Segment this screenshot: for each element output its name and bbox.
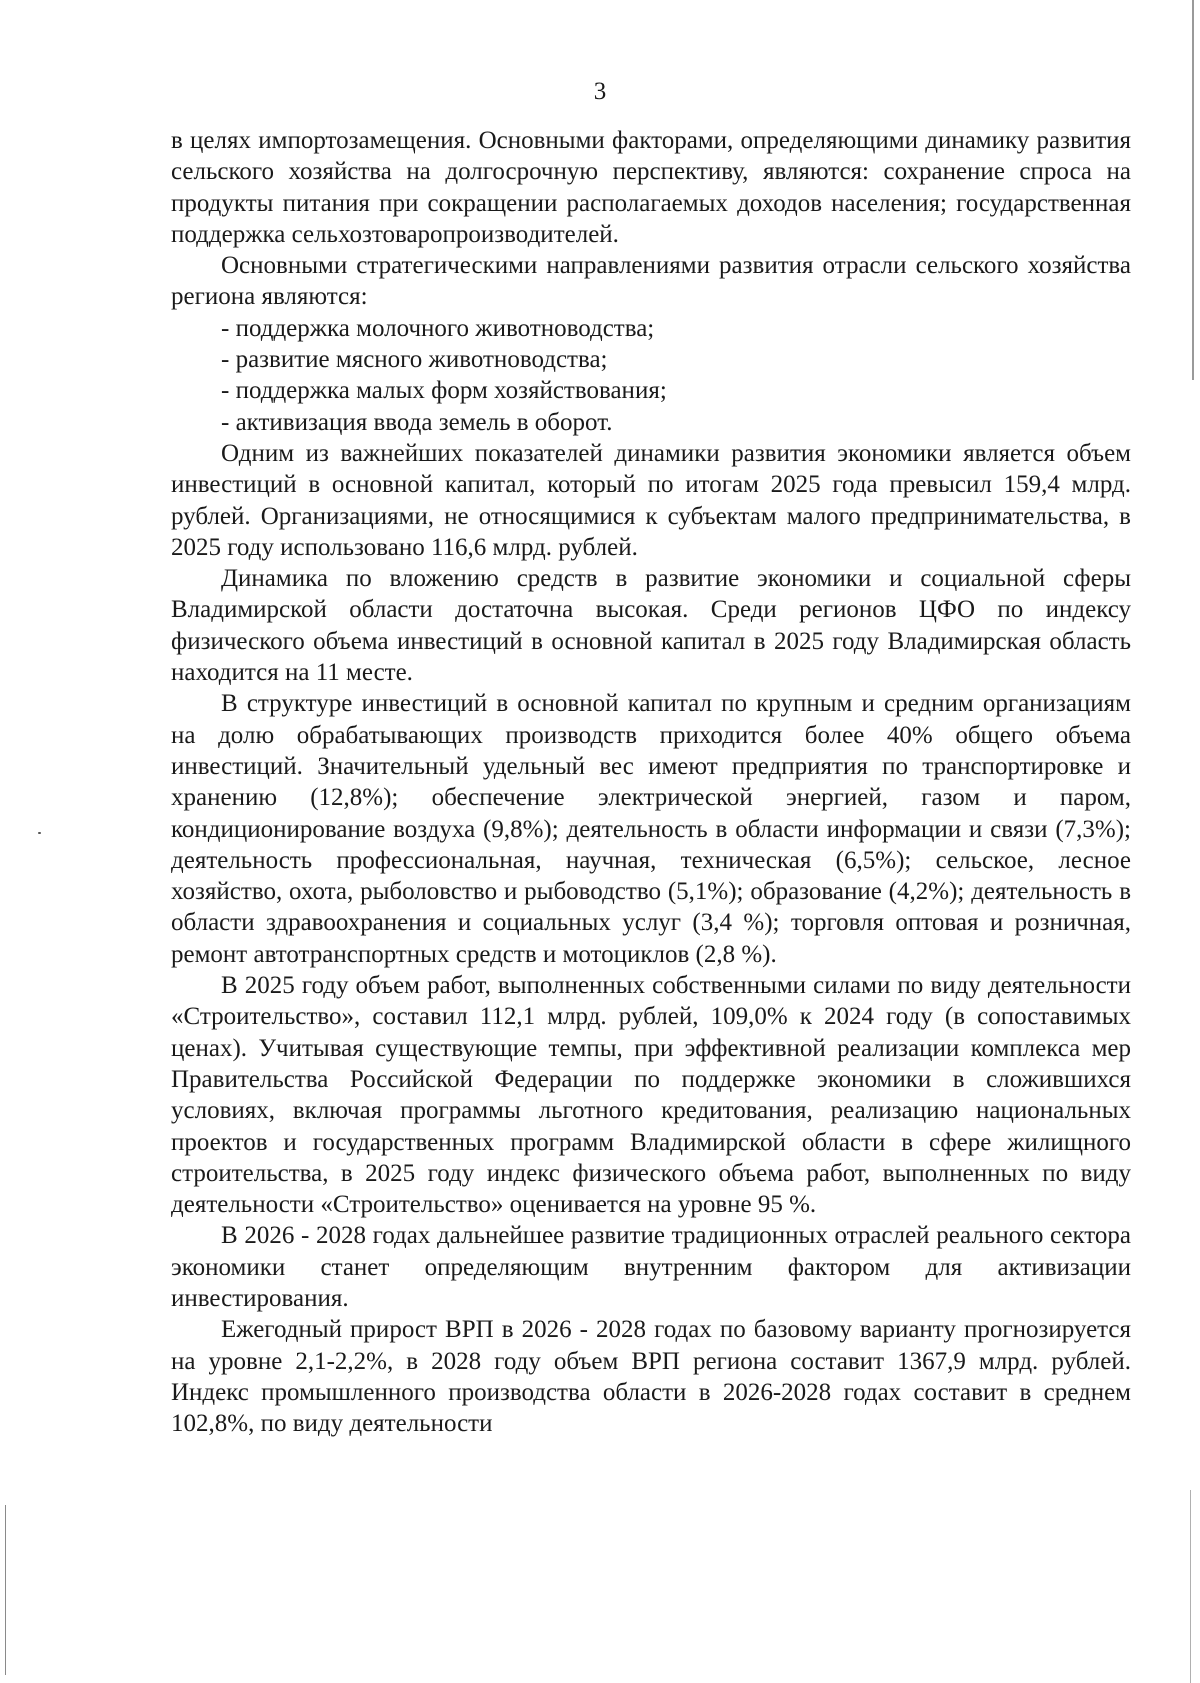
paragraph: Ежегодный прирост ВРП в 2026 - 2028 годах по базовому варианту прогнозируется на уровне 2,1-2,2%, в 2028 году объем ВРП региона составит 1367,9 млрд. рублей. Индекс промышленного производства области в 2026-2028 годах составит в среднем 102,8%, по виду деятельности bbox=[171, 1316, 1131, 1438]
paragraph: Основными стратегическими направлениями развития отрасли сельского хозяйства региона являются: bbox=[171, 252, 1131, 311]
paragraph: В структуре инвестиций в основной капитал по крупным и средним организациям на долю обрабатывающих производств приходится более 40% общего объема инвестиций. Значительный удельный вес имеют предприятия по транспортировке и хранению (12,8%); обеспечение электрической энергией, газом и паром, кондиционирование воздуха (9,8%); деятельность в области информации и связи (7,3%); деятельность профессиональная, научная, техническая (6,5%); сельское, лесное хозяйство, охота, рыболовство и рыбоводство (5,1%); образование (4,2%); деятельность в области здравоохранения и социальных услуг (3,4 %); торговля оптовая и розничная, ремонт автотранспортных средств и мотоциклов (2,8 %). bbox=[171, 690, 1131, 968]
page-number: 3 bbox=[593, 78, 607, 105]
paragraph: в целях импортозамещения. Основными факторами, определяющими динамику развития сельского хозяйства на долгосрочную перспективу, являются: сохранение спроса на продукты питания при сокращении располагаемых доходов населения; государственная поддержка сельхозтоваропроизводителей. bbox=[171, 127, 1131, 248]
document-body bbox=[171, 125, 1131, 1439]
scan-edge-line bbox=[1190, 1490, 1191, 1683]
list-item: - активизация ввода земель в оборот. bbox=[221, 408, 613, 436]
paragraph: В 2025 году объем работ, выполненных собственными силами по виду деятельности «Строительство», составил 112,1 млрд. рублей, 109,0% к 2024 году (в сопоставимых ценах). Учитывая существующие темпы, при эффективной реализации комплекса мер Правительства Российской Федерации по поддержке экономики в сложившихся условиях, включая программы льготного кредитования, реализацию национальных проектов и государственных программ Владимирской области в сфере жилищного строительства, в 2025 году индекс физического объема работ, выполненных по виду деятельности «Строительство» оценивается на уровне 95 %. bbox=[171, 972, 1131, 1219]
paragraph: В 2026 - 2028 годах дальнейшее развитие традиционных отраслей реального сектора экономики станет определяющим внутренним фактором для активизации инвестирования. bbox=[171, 1222, 1131, 1312]
list-item: - развитие мясного животноводства; bbox=[221, 346, 608, 374]
scan-speck bbox=[38, 832, 41, 834]
scan-edge-line bbox=[5, 1505, 6, 1675]
scan-edge-line bbox=[1192, 0, 1194, 380]
list-item: - поддержка молочного животноводства; bbox=[221, 314, 655, 342]
paragraph: Динамика по вложению средств в развитие экономики и социальной сферы Владимирской области достаточна высокая. Среди регионов ЦФО по индексу физического объема инвестиций в основной капитал в 2025 году Владимирская область находится на 11 месте. bbox=[171, 565, 1131, 687]
paragraph: Одним из важнейших показателей динамики развития экономики является объем инвестиций в основной капитал, который по итогам 2025 года превысил 159,4 млрд. рублей. Организациями, не относящимися к субъектам малого предпринимательства, в 2025 году использовано 116,6 млрд. рублей. bbox=[171, 439, 1131, 561]
list-item: - поддержка малых форм хозяйствования; bbox=[221, 377, 667, 405]
bullet-list bbox=[171, 313, 1131, 438]
